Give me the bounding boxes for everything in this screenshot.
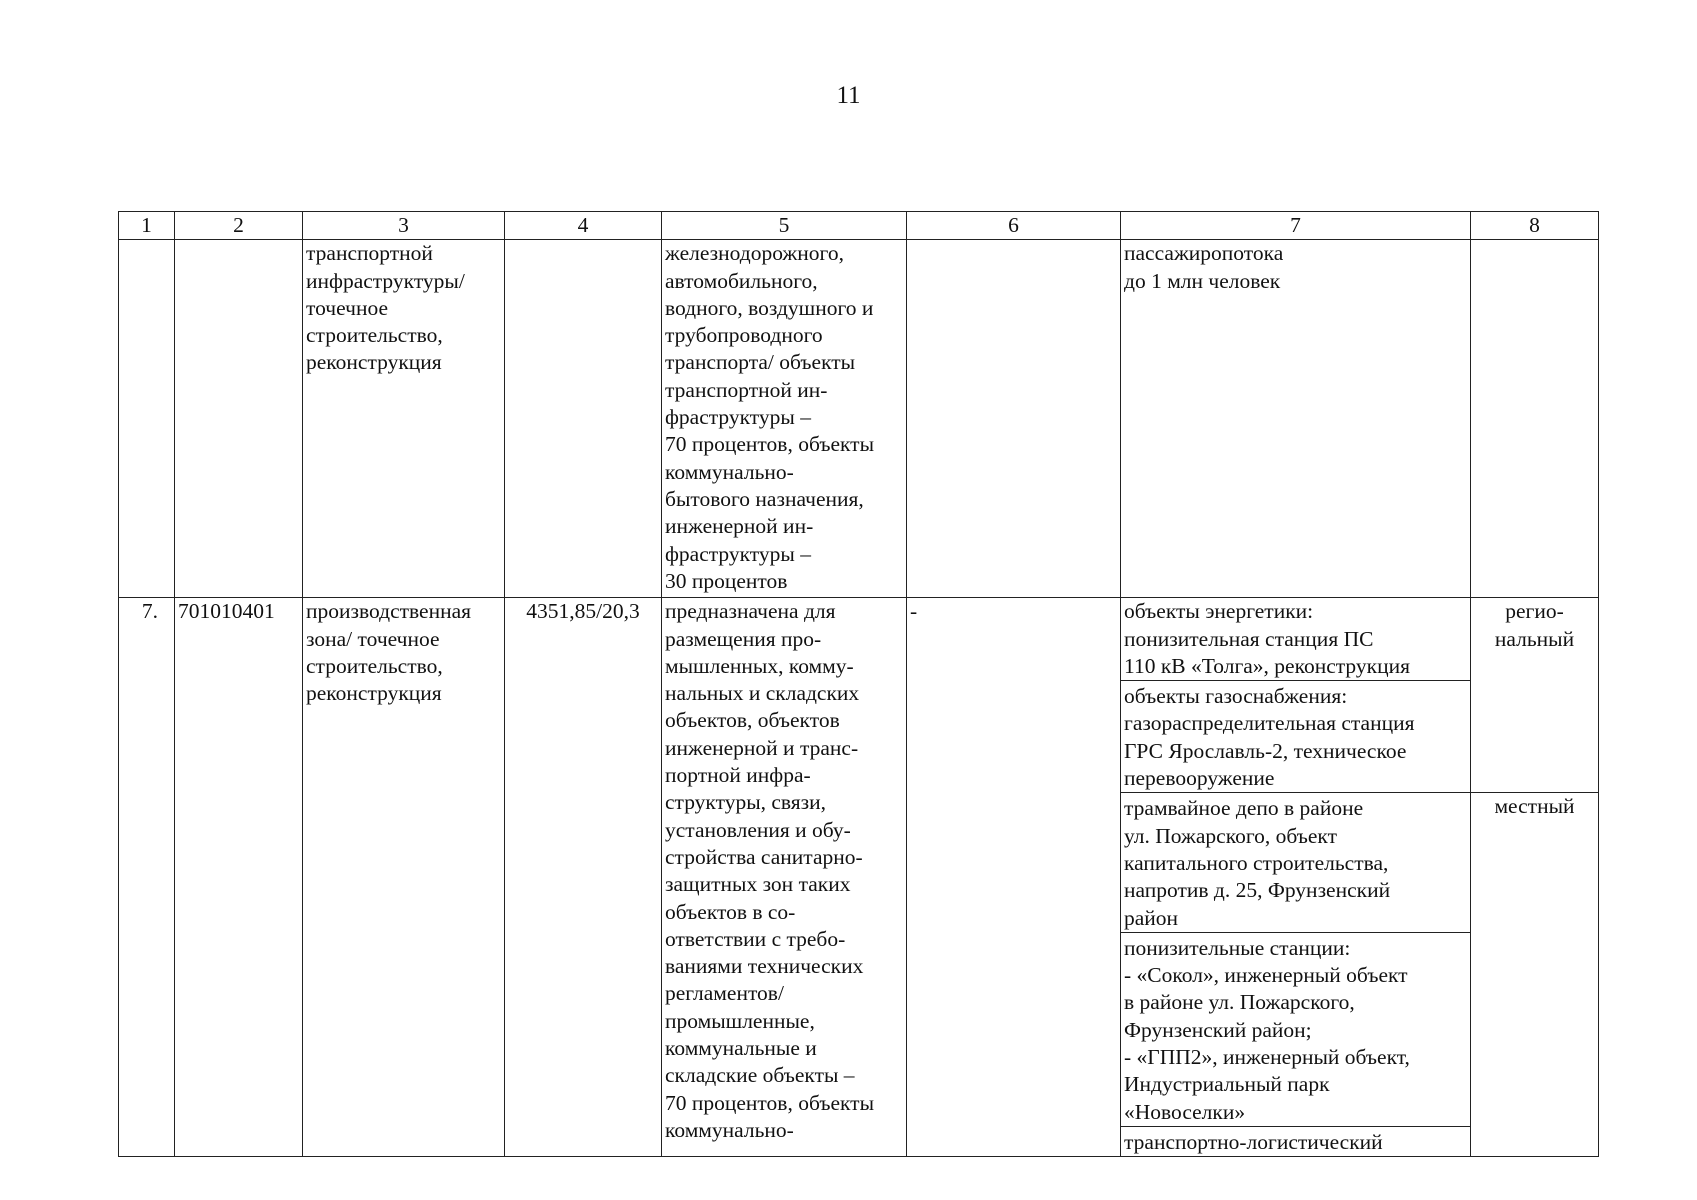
zone-name-cell: транспортной инфраструктуры/ точечное строительство, реконструкция <box>303 240 505 598</box>
purpose-cell: железнодорожного, автомобильного, водного, воздушного и трубопроводного транспорта/ объекты транспортной ин- фраструктуры – 70 процентов, объекты коммунально- бытового назначения, инженерной ин- фраструктуры – 30 процентов <box>662 240 907 598</box>
row-number-cell: 7. <box>119 598 175 1157</box>
object-tram-depot-cell: трамвайное депо в районе ул. Пожарского, объект капитального строительства, напротив д. 25, Фрунзенский район <box>1121 793 1471 932</box>
objects-cell: пассажиропотока до 1 млн человек <box>1121 240 1471 598</box>
header-cell-6: 6 <box>907 212 1121 240</box>
header-cell-7: 7 <box>1121 212 1471 240</box>
object-gas-cell: объекты газоснабжения: газораспределительная станция ГРС Ярославль-2, техническое перевооружение <box>1121 681 1471 793</box>
header-row <box>119 212 1599 240</box>
zone-code-cell: 701010401 <box>175 598 303 1157</box>
cell-empty <box>175 240 303 598</box>
significance-local-cell: местный <box>1471 793 1599 1157</box>
zone-name-cell: производственная зона/ точечное строительство, реконструкция <box>303 598 505 1157</box>
cell-empty <box>119 240 175 598</box>
header-cell-5: 5 <box>662 212 907 240</box>
cell-empty <box>505 240 662 598</box>
header-cell-4: 4 <box>505 212 662 240</box>
page-number: 11 <box>836 82 861 109</box>
table-row-7 <box>119 598 1599 681</box>
area-cell: 4351,85/20,3 <box>505 598 662 1157</box>
zones-table <box>118 211 1599 1157</box>
header-cell-1: 1 <box>119 212 175 240</box>
cell-empty <box>1471 240 1599 598</box>
header-cell-2: 2 <box>175 212 303 240</box>
table-row-continued <box>119 240 1599 598</box>
significance-regional-cell: регио- нальный <box>1471 598 1599 793</box>
object-logistics-cell: транспортно-логистический <box>1121 1126 1471 1156</box>
cell-empty <box>907 240 1121 598</box>
object-substations-cell: понизительные станции: - «Сокол», инженерный объект в районе ул. Пожарского, Фрунзенский район; - «ГПП2», инженерный объект, Индустриальный парк «Новоселки» <box>1121 932 1471 1126</box>
col6-cell: - <box>907 598 1121 1157</box>
object-energy-cell: объекты энергетики: понизительная станция ПС 110 кВ «Толга», реконструкция <box>1121 598 1471 681</box>
header-cell-8: 8 <box>1471 212 1599 240</box>
purpose-cell: предназначена для размещения про- мышленных, комму- нальных и складских объектов, объектов инженерной и транс- портной инфра- структуры, связи, установления и обу- стройства санитарно- защитных зон таких объектов в со- ответствии с требо- ваниями технических регламентов/ промышленные, коммунальные и складские объекты – 70 процентов, объекты коммунально- <box>662 598 907 1157</box>
header-cell-3: 3 <box>303 212 505 240</box>
